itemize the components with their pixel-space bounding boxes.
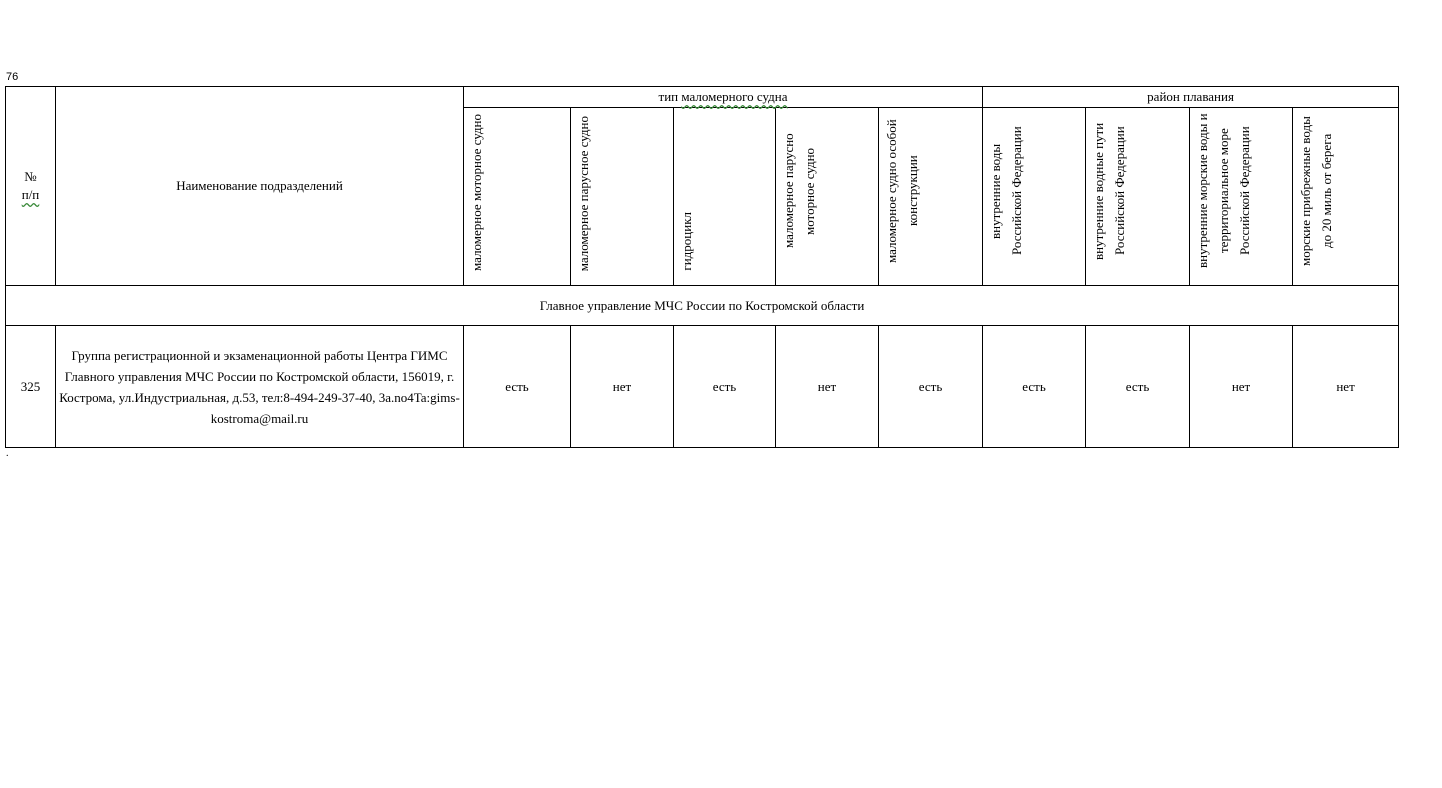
column-header-text: маломерное парусно моторное судно bbox=[781, 133, 817, 249]
sailing-area-group-header: район плавания bbox=[983, 87, 1399, 108]
number-column-header bbox=[6, 87, 56, 286]
cell-sail-vessel: нет bbox=[571, 326, 674, 448]
cell-coastal-waters: нет bbox=[1293, 326, 1399, 448]
column-header-text: маломерное судно особой конструкции bbox=[884, 119, 920, 263]
section-title: Главное управление МЧС России по Костромской области bbox=[6, 286, 1399, 326]
cell-jet-ski: есть bbox=[674, 326, 776, 448]
vessel-type-group-header: тип маломерного судна bbox=[464, 87, 983, 108]
cell-inland-waters: есть bbox=[983, 326, 1086, 448]
section-row bbox=[6, 286, 1399, 326]
cell-inland-waterways: есть bbox=[1086, 326, 1190, 448]
column-header-inland-waters bbox=[983, 108, 1086, 286]
number-header-line2: п/п bbox=[21, 187, 40, 202]
column-header-internal-sea-waters bbox=[1190, 108, 1293, 286]
column-header-coastal-waters bbox=[1293, 108, 1399, 286]
header-group-row bbox=[6, 87, 1399, 108]
column-header-text: маломерное моторное судно bbox=[469, 114, 484, 271]
number-header-line1: № bbox=[24, 169, 37, 184]
name-column-header: Наименование подразделений bbox=[56, 87, 464, 286]
table-row bbox=[6, 326, 1399, 448]
page-number: 76 bbox=[6, 71, 19, 83]
column-header-text: внутренние водные пути Российской Федерации bbox=[1091, 122, 1128, 260]
column-header-text: маломерное парусное судно bbox=[576, 115, 591, 271]
column-header-motor-vessel bbox=[464, 108, 571, 286]
column-header-jet-ski bbox=[674, 108, 776, 286]
registration-table bbox=[5, 86, 1399, 448]
column-header-sail-motor-vessel bbox=[776, 108, 879, 286]
column-header-text: гидроцикл bbox=[679, 212, 694, 271]
cell-special-vessel: есть bbox=[879, 326, 983, 448]
cell-internal-sea-waters: нет bbox=[1190, 326, 1293, 448]
column-header-text: внутренние воды Российской Федерации bbox=[988, 126, 1025, 256]
column-header-text: морские прибрежные воды до 20 миль от берега bbox=[1298, 116, 1335, 266]
column-header-text: внутренние морские воды и территориальное море Российской Федерации bbox=[1195, 113, 1253, 269]
row-number: 325 bbox=[6, 326, 56, 448]
column-header-special-vessel bbox=[879, 108, 983, 286]
column-header-sail-vessel bbox=[571, 108, 674, 286]
cell-motor-vessel: есть bbox=[464, 326, 571, 448]
cell-sail-motor-vessel: нет bbox=[776, 326, 879, 448]
column-header-inland-waterways bbox=[1086, 108, 1190, 286]
vessel-type-group-label: маломерного судна bbox=[681, 89, 788, 104]
trailing-mark: . bbox=[6, 448, 9, 459]
unit-name: Группа регистрационной и экзаменационной работы Центра ГИМС Главного управления МЧС России по Костромской области, 156019, г. Кострома, ул.Индустриальная, д.53, тел:8-494-249-37-40, 3a.no4Ta:gims-kostroma@mail.ru bbox=[56, 326, 464, 448]
